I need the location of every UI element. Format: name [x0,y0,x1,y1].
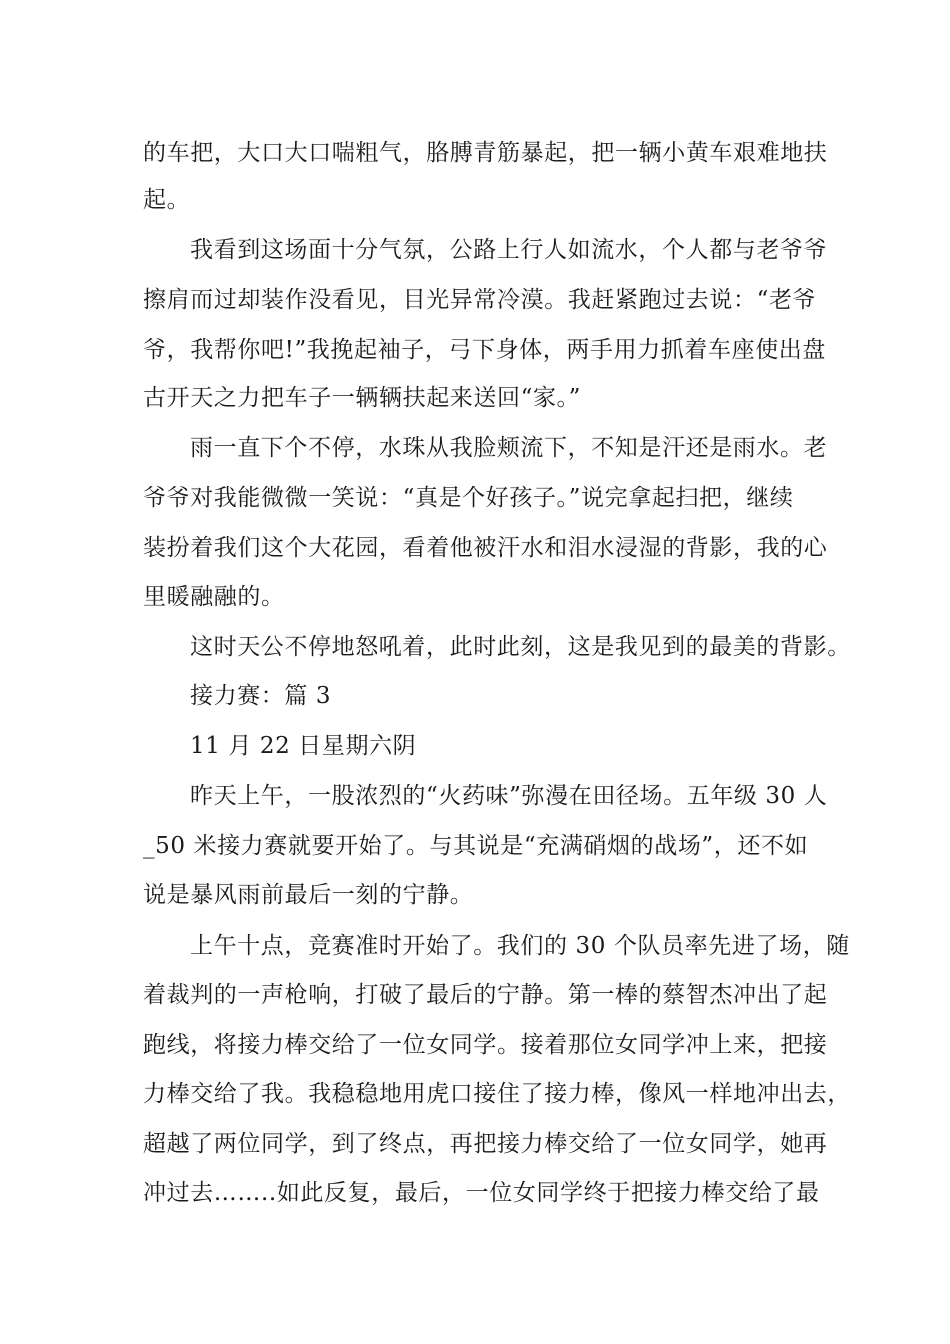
paragraph-start: 上午十点，竞赛准时开始了。我们的 30 个队员率先进了场，随 [190,933,850,959]
text-line: 说是暴风雨前最后一刻的宁静。 [143,882,474,908]
text-line: _50 米接力赛就要开始了。与其说是“充满硝烟的战场”，还不如 [143,833,809,859]
text-line: 跑线，将接力棒交给了一位女同学。接着那位女同学冲上来，把接 [143,1032,828,1058]
text-line: 爷，我帮你吧!”我挽起袖子，弓下身体，两手用力抓着车座使出盘 [143,337,827,363]
date-line: 11 月 22 日星期六阴 [190,733,417,759]
paragraph-start: 我看到这场面十分气氛，公路上行人如流水，个人都与老爷爷 [190,237,828,263]
paragraph-start: 雨一直下个不停，水珠从我脸颊流下，不知是汗还是雨水。老 [190,435,828,461]
text-line: 着裁判的一声枪响，打破了最后的宁静。第一棒的蔡智杰冲出了起 [143,982,828,1008]
text-line: 装扮着我们这个大花园，看着他被汗水和泪水浸湿的背影，我的心 [143,535,828,561]
text-line: 里暖融融的。 [143,584,285,610]
text-line: 超越了两位同学，到了终点，再把接力棒交给了一位女同学，她再 [143,1131,828,1157]
paragraph-start: 这时天公不停地怒吼着，此时此刻，这是我见到的最美的背影。 [190,634,851,660]
text-line: 擦肩而过却装作没看见，目光异常冷漠。我赶紧跑过去说：“老爷 [143,287,817,313]
text-line: 爷爷对我能微微一笑说：“真是个好孩子。”说完拿起扫把，继续 [143,485,794,511]
section-heading: 接力赛：篇 3 [190,683,332,709]
text-line: 力棒交给了我。我稳稳地用虎口接住了接力棒，像风一样地冲出去， [143,1081,851,1107]
paragraph-start: 昨天上午，一股浓烈的“火药味”弥漫在田径场。五年级 30 人 [190,783,828,809]
text-line: 起。 [143,187,191,213]
text-line: 古开天之力把车子一辆辆扶起来送回“家。” [143,385,582,411]
text-line: 的车把，大口大口喘粗气，胳膊青筋暴起，把一辆小黄车艰难地扶 [143,140,828,166]
text-line: 冲过去……..如此反复，最后，一位女同学终于把接力棒交给了最 [143,1180,820,1206]
